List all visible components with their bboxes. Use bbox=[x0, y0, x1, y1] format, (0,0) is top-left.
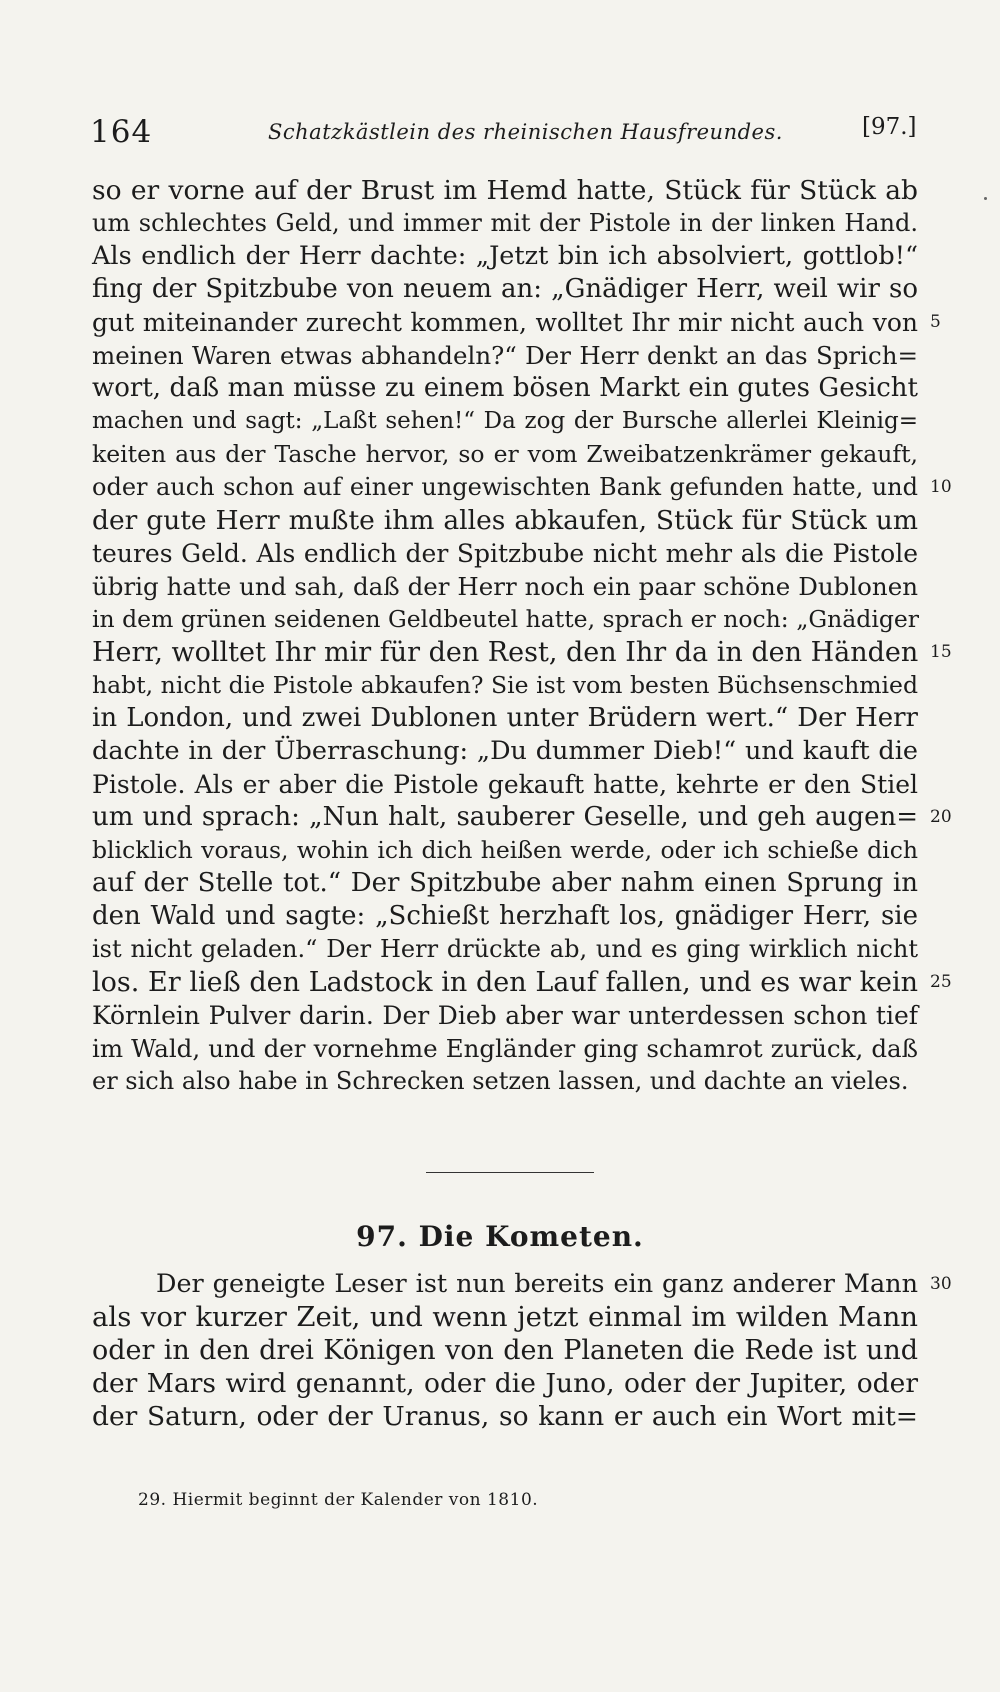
running-title: Schatzkästlein des rheinischen Hausfreundes. bbox=[268, 120, 783, 144]
text-line: Herr, wolltet Ihr mir für den Rest, den Ihr da in den Händen bbox=[92, 637, 919, 668]
section-divider bbox=[426, 1172, 594, 1173]
section-text-line: der Saturn, oder der Uranus, so kann er auch ein Wort mit= bbox=[92, 1401, 918, 1432]
text-line: blicklich voraus, wohin ich dich heißen werde, oder ich schieße dich bbox=[92, 836, 918, 864]
text-line: wort, daß man müsse zu einem bösen Markt ein gutes Gesicht bbox=[92, 373, 918, 403]
margin-speck bbox=[984, 197, 987, 200]
section-heading: 97. Die Kometen. bbox=[356, 1220, 644, 1253]
text-line: ist nicht geladen.“ Der Herr drückte ab, und es ging wirklich nicht bbox=[92, 935, 918, 963]
text-line: der gute Herr mußte ihm alles abkaufen, Stück für Stück um bbox=[92, 505, 918, 536]
text-line: auf der Stelle tot.“ Der Spitzbube aber nahm einen Sprung in bbox=[92, 868, 918, 898]
text-line: teures Geld. Als endlich der Spitzbube nicht mehr als die Pistole bbox=[92, 539, 918, 568]
section-text-line: als vor kurzer Zeit, und wenn jetzt einmal im wilden Mann bbox=[92, 1301, 918, 1333]
line-number: 30 bbox=[930, 1274, 952, 1294]
text-line: im Wald, und der vornehme Engländer ging schamrot zurück, daß bbox=[92, 1034, 918, 1063]
text-line: gut miteinander zurecht kommen, wolltet Ihr mir nicht auch von bbox=[92, 308, 918, 337]
text-line: um und sprach: „Nun halt, sauberer Geselle, und geh augen= bbox=[92, 802, 918, 832]
text-line: er sich also habe in Schrecken setzen lassen, und dachte an vieles. bbox=[92, 1067, 909, 1095]
line-number: 10 bbox=[930, 477, 952, 497]
section-text-line: der Mars wird genannt, oder die Juno, oder der Jupiter, oder bbox=[92, 1368, 918, 1399]
line-number: 20 bbox=[930, 807, 952, 827]
line-number: 25 bbox=[930, 972, 952, 992]
text-line: Als endlich der Herr dachte: „Jetzt bin ich absolviert, gottlob!“ bbox=[92, 241, 918, 271]
text-line: den Wald und sagte: „Schießt herzhaft los, gnädiger Herr, sie bbox=[92, 901, 918, 931]
text-line: oder auch schon auf einer ungewischten Bank gefunden hatte, und bbox=[92, 473, 918, 501]
text-line: übrig hatte und sah, daß der Herr noch ein paar schöne Dublonen bbox=[92, 572, 918, 601]
text-line: in dem grünen seidenen Geldbeutel hatte, sprach er noch: „Gnädiger bbox=[92, 605, 920, 633]
text-line: um schlechtes Geld, und immer mit der Pistole in der linken Hand. bbox=[92, 209, 918, 237]
line-number: 5 bbox=[930, 312, 941, 332]
text-line: meinen Waren etwas abhandeln?“ Der Herr denkt an das Sprich= bbox=[92, 341, 918, 370]
text-line: in London, und zwei Dublonen unter Brüdern wert.“ Der Herr bbox=[92, 703, 918, 733]
section-text-line: Der geneigte Leser ist nun bereits ein ganz anderer Mann bbox=[156, 1269, 918, 1299]
line-number: 15 bbox=[930, 642, 952, 662]
footnote: 29. Hiermit beginnt der Kalender von 1810. bbox=[138, 1490, 539, 1510]
section-text-line: oder in den drei Königen von den Planeten die Rede ist und bbox=[92, 1335, 918, 1366]
page-header bbox=[0, 114, 1000, 154]
text-line: machen und sagt: „Laßt sehen!“ Da zog der Bursche allerlei Kleinig= bbox=[92, 408, 918, 434]
text-line: keiten aus der Tasche hervor, so er vom Zweibatzenkrämer gekauft, bbox=[92, 440, 918, 468]
text-line: so er vorne auf der Brust im Hemd hatte, Stück für Stück ab bbox=[92, 175, 918, 206]
text-line: Körnlein Pulver darin. Der Dieb aber war unterdessen schon tief bbox=[92, 1001, 918, 1030]
page-number: 164 bbox=[90, 114, 153, 150]
text-line: Pistole. Als er aber die Pistole gekauft hatte, kehrte er den Stiel bbox=[92, 770, 918, 799]
text-line: fing der Spitzbube von neuem an: „Gnädiger Herr, weil wir so bbox=[92, 274, 918, 304]
text-line: dachte in der Überraschung: „Du dummer Dieb!“ und kauft die bbox=[92, 736, 918, 766]
text-line: habt, nicht die Pistole abkaufen? Sie ist vom besten Büchsenschmied bbox=[92, 671, 918, 699]
text-line: los. Er ließ den Ladstock in den Lauf fallen, und es war kein bbox=[92, 967, 918, 998]
section-reference: [97.] bbox=[862, 114, 917, 140]
